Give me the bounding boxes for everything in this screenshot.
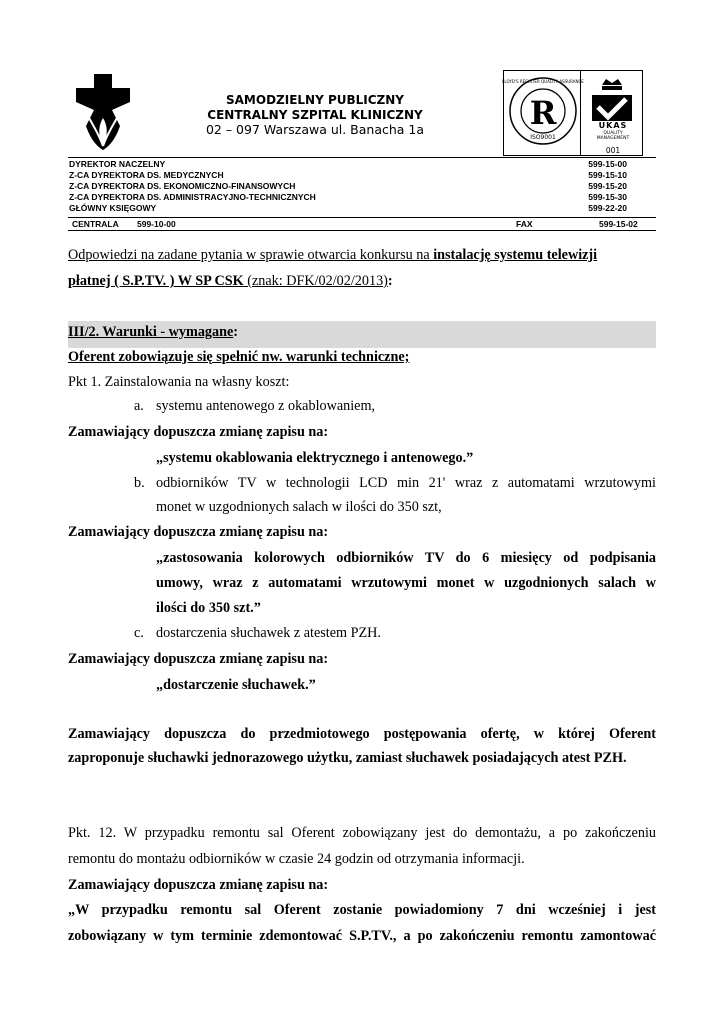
change-3: Zamawiający dopuszcza zmianę zapisu na: [68, 651, 329, 667]
directory-bottom-rule [68, 230, 656, 231]
change-1: Zamawiający dopuszcza zmianę zapisu na: [68, 424, 329, 440]
change-2: Zamawiający dopuszcza zmianę zapisu na: [68, 524, 329, 540]
hospital-logo [68, 74, 138, 152]
ukas-number: 001 [605, 146, 621, 155]
directory-role: DYREKTOR NACZELNY [69, 159, 166, 169]
central-label: CENTRALA [72, 219, 119, 229]
seal-iso: ISO9001 [530, 134, 556, 141]
quote-1: „systemu okablowania elektrycznego i antenowego.” [156, 450, 474, 466]
directory-role: Z-CA DYREKTORA DS. ADMINISTRACYJNO-TECHNICZNYCH [69, 192, 316, 202]
fax-number: 599-15-02 [599, 219, 638, 229]
hospital-name-line2: CENTRALNY SZPITAL KLINICZNY [207, 108, 423, 122]
lloyds-register-seal-icon [502, 73, 584, 151]
directory-mid-rule [68, 217, 656, 218]
paragraph-line1: Zamawiający dopuszcza do przedmiotowego postępowania ofertę, w której Oferent [68, 726, 656, 742]
change-4: Zamawiający dopuszcza zmianę zapisu na: [68, 877, 329, 893]
quote-2-line3: ilości do 350 szt.” [156, 600, 261, 616]
intro-line1: Odpowiedzi na zadane pytania w sprawie otwarcia konkursu na instalację systemu telewizji [68, 247, 598, 263]
hospital-name-line1: SAMODZIELNY PUBLICZNY [226, 93, 404, 107]
seal-ring-text: LLOYD'S REGISTER QUALITY ASSURANCE [502, 79, 584, 84]
directory-phone: 599-22-20 [588, 203, 627, 213]
item-b-line1: odbiorników TV w technologii LCD min 21' wraz z automatami wrzutowymi [156, 475, 656, 491]
directory-phone: 599-15-00 [588, 159, 627, 169]
intro-line2: płatnej ( S.P.TV. ) W SP CSK (znak: DFK/02/02/2013): [68, 273, 393, 289]
ukas-sub1: QUALITY [603, 131, 623, 136]
directory-list [69, 159, 655, 214]
quote-2-line2: umowy, wraz z automatami wrzutowymi monet w uzgodnionych salach w [156, 575, 656, 591]
quote-4-line1: „W przypadku remontu sal Oferent zostanie powiadomiony 7 dni wcześniej i jest [68, 902, 656, 918]
directory-role: GŁÓWNY KSIĘGOWY [69, 203, 157, 213]
ukas-sub2: MANAGEMENT [596, 136, 630, 141]
directory-row [69, 170, 655, 181]
seal-letter: R [529, 94, 557, 132]
directory-row [69, 181, 655, 192]
item-c-label: c. [134, 625, 144, 641]
directory-role: Z-CA DYREKTORA DS. MEDYCZNYCH [69, 170, 224, 180]
item-c-text: dostarczenia słuchawek z atestem PZH. [156, 625, 381, 641]
directory-row [69, 203, 655, 214]
paragraph-line2: zaproponuje słuchawki jednorazowego użytku, zamiast słuchawek posiadających atest PZH. [68, 750, 627, 766]
item-a-label: a. [134, 398, 144, 414]
ukas-label: UKAS [598, 121, 628, 130]
directory-role: Z-CA DYREKTORA DS. EKONOMICZNO-FINANSOWYCH [69, 181, 296, 191]
pkt1: Pkt 1. Zainstalowania na własny koszt: [68, 374, 290, 390]
pkt12-line2: remontu do montażu odbiorników w czasie 24 godzin od otrzymania informacji. [68, 851, 525, 867]
central-phone: 599-10-00 [137, 219, 176, 229]
directory-phone: 599-15-30 [588, 192, 627, 202]
hospital-address: 02 – 097 Warszawa ul. Banacha 1a [205, 122, 425, 137]
offer-heading: Oferent zobowiązuje się spełnić nw. warunki techniczne; [68, 349, 410, 365]
pkt12-line1: Pkt. 12. W przypadku remontu sal Oferent zobowiązany jest do demontażu, a po zakończeniu [68, 825, 656, 841]
item-b-line2: monet w uzgodnionych salach w ilości do 350 szt, [156, 499, 442, 515]
directory-top-rule [68, 157, 656, 158]
quote-2-line1: „zastosowania kolorowych odbiorników TV do 6 miesięcy od podpisania [156, 550, 656, 566]
directory-phone: 599-15-20 [588, 181, 627, 191]
certification-box [503, 70, 643, 156]
directory-row [69, 159, 655, 170]
quote-4-line2: zobowiązany w tym terminie zdemontować S.P.TV., a po zakończeniu remontu zamontować [68, 928, 656, 944]
item-b-label: b. [134, 475, 145, 491]
directory-row [69, 192, 655, 203]
directory-phone: 599-15-10 [588, 170, 627, 180]
fax-label: FAX [516, 219, 533, 229]
item-a-text: systemu antenowego z okablowaniem, [156, 398, 376, 414]
section-heading: III/2. Warunki - wymagane: [68, 324, 239, 340]
quote-3: „dostarczenie słuchawek.” [156, 677, 316, 693]
